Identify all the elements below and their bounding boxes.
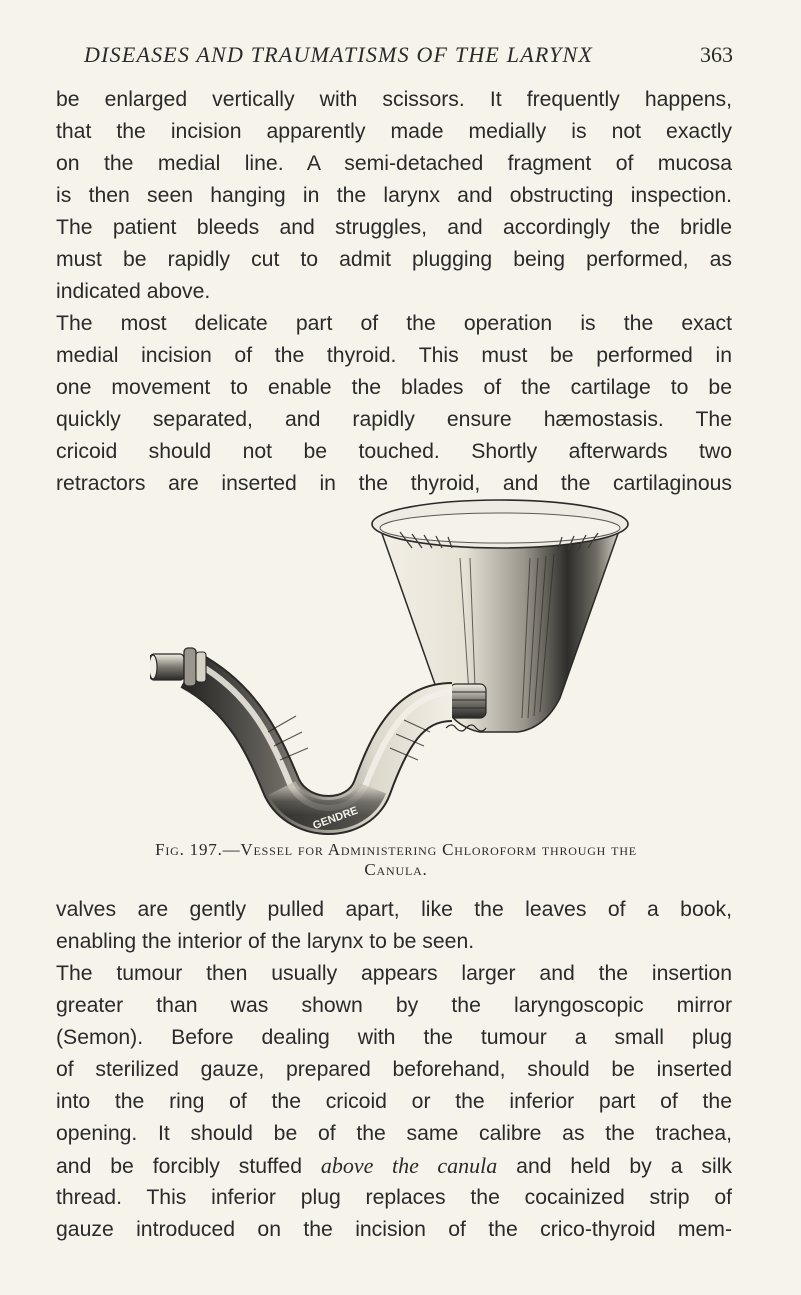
text-line: greater than was shown by the laryngoscopic mirror [56, 994, 732, 1017]
text-line: on the medial line. A semi-detached fragment of mucosa [56, 152, 732, 175]
text-line: be enlarged vertically with scissors. It frequently happens, [56, 88, 732, 111]
figure-caption [86, 840, 706, 880]
text-line: The tumour then usually appears larger and the insertion [56, 962, 732, 985]
text-line: must be rapidly cut to admit plugging being performed, as [56, 248, 732, 271]
text-line: is then seen hanging in the larynx and obstructing inspection. [56, 184, 732, 207]
text-line: thread. This inferior plug replaces the cocainized strip of [56, 1186, 732, 1209]
text-line: valves are gently pulled apart, like the leaves of a book, [56, 898, 732, 921]
text-line: (Semon). Before dealing with the tumour a small plug [56, 1026, 732, 1049]
text-line: gauze introduced on the incision of the crico-thyroid mem- [56, 1218, 732, 1241]
text-line: one movement to enable the blades of the cartilage to be [56, 376, 732, 399]
text-line: of sterilized gauze, prepared beforehand, should be inserted [56, 1058, 732, 1081]
text-segment: and held by a silk [497, 1155, 732, 1178]
text-line: quickly separated, and rapidly ensure hæmostasis. The [56, 408, 732, 431]
text-line: cricoid should not be touched. Shortly afterwards two [56, 440, 732, 463]
figure-caption-line-2: Canula. [364, 860, 428, 879]
text-line-with-italic [56, 1150, 732, 1182]
text-line: that the incision apparently made medially is not exactly [56, 120, 732, 143]
italic-phrase: above the canula [320, 1153, 498, 1178]
text-line: The most delicate part of the operation is the exact [56, 312, 732, 335]
running-title: DISEASES AND TRAUMATISMS OF THE LARYNX [84, 42, 594, 67]
body-text-top [56, 84, 732, 500]
text-line: retractors are inserted in the thyroid, and the cartilaginous [56, 472, 732, 495]
text-line: enabling the interior of the larynx to be seen. [56, 930, 475, 953]
text-line: The patient bleeds and struggles, and accordingly the bridle [56, 216, 732, 239]
text-line: indicated above. [56, 280, 211, 303]
text-segment: and be forcibly stuffed [56, 1155, 321, 1178]
funnel-joint [450, 684, 486, 718]
maker-mark: GENDRE [311, 804, 360, 833]
text-line: into the ring of the cricoid or the inferior part of the [56, 1090, 732, 1113]
text-line: opening. It should be of the same calibre as the trachea, [56, 1122, 732, 1145]
text-line: medial incision of the thyroid. This must be performed in [56, 344, 732, 367]
page-number: 363 [700, 42, 733, 67]
figure-caption-line-1: Fig. 197.—Vessel for Administering Chloroform through the [155, 840, 637, 859]
chloroform-vessel-illustration [150, 488, 650, 838]
body-text-bottom [56, 894, 732, 1246]
